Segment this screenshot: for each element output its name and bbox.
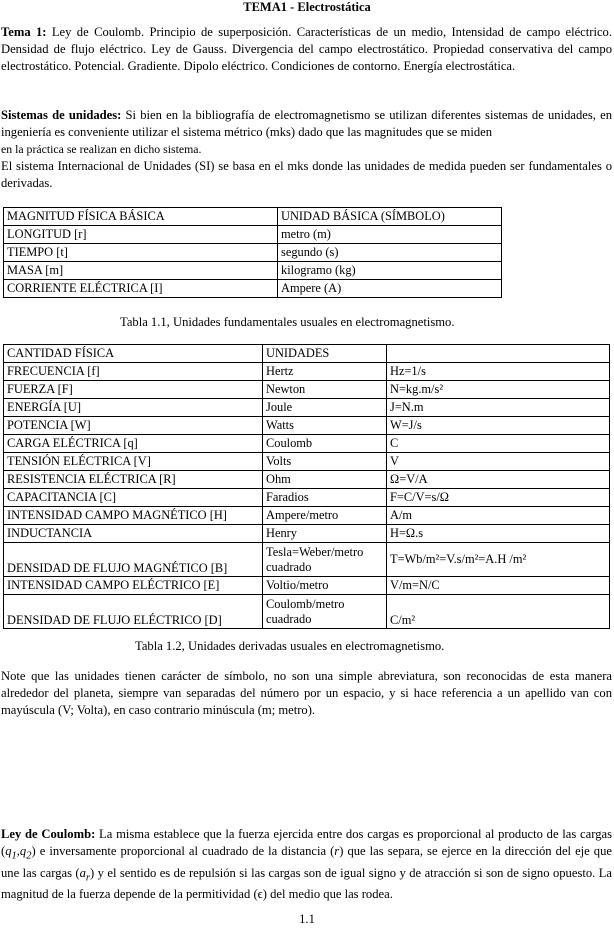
si-paragraph: El sistema Internacional de Unidades (SI) se basa en el mks donde las unidades de medida pueden ser fundamentales o derivadas. bbox=[1, 159, 612, 190]
table-cell: POTENCIA [W] bbox=[4, 417, 263, 435]
table-row bbox=[4, 471, 610, 489]
table-cell: T=Wb/m²=V.s/m²=A.H /m² bbox=[387, 543, 610, 577]
table-cell: C/m² bbox=[387, 595, 610, 629]
table-cell: CARGA ELÉCTRICA [q] bbox=[4, 435, 263, 453]
tema1-paragraph bbox=[1, 24, 612, 75]
sistemas-label: Sistemas de unidades: bbox=[1, 108, 122, 122]
q2-symbol: q bbox=[19, 844, 27, 858]
table-row bbox=[4, 595, 610, 629]
table-cell: W=J/s bbox=[387, 417, 610, 435]
table-cell: segundo (s) bbox=[278, 244, 502, 262]
table-cell: J=N.m bbox=[387, 399, 610, 417]
coulomb-text-1: La misma establece que la fuerza ejercida entre dos cargas es proporcional al producto de las cargas ( bbox=[1, 827, 612, 858]
table-row bbox=[4, 345, 610, 363]
ar-subscript: r bbox=[85, 872, 91, 884]
table-cell: Volts bbox=[263, 453, 387, 471]
table-cell: INDUCTANCIA bbox=[4, 525, 263, 543]
table-cell: TIEMPO [t] bbox=[4, 244, 278, 262]
table-cell: UNIDADES bbox=[263, 345, 387, 363]
table-row bbox=[4, 208, 502, 226]
sistemas-text-small: en la práctica se realizan en dicho sistema. bbox=[1, 142, 202, 156]
table-cell: A/m bbox=[387, 507, 610, 525]
table-cell: F=C/V=s/Ω bbox=[387, 489, 610, 507]
table-cell: RESISTENCIA ELÉCTRICA [R] bbox=[4, 471, 263, 489]
table-cell: LONGITUD [r] bbox=[4, 226, 278, 244]
table-cell: metro (m) bbox=[278, 226, 502, 244]
table-cell: CORRIENTE ELÉCTRICA [I] bbox=[4, 280, 278, 298]
table2-caption: Tabla 1.2, Unidades derivadas usuales en electromagnetismo. bbox=[135, 639, 445, 653]
table-cell: CAPACITANCIA [C] bbox=[4, 489, 263, 507]
table-cell: H=Ω.s bbox=[387, 525, 610, 543]
q1-symbol: q bbox=[5, 844, 12, 858]
table-cell: N=kg.m/s² bbox=[387, 381, 610, 399]
ar-symbol: a bbox=[79, 865, 86, 880]
table-cell: V/m=N/C bbox=[387, 577, 610, 595]
table-cell: Coulomb bbox=[263, 435, 387, 453]
r-symbol: r bbox=[334, 844, 340, 858]
table-row bbox=[4, 363, 610, 381]
coulomb-text-2: ) e inversamente proporcional al cuadrado de la distancia ( bbox=[31, 844, 335, 858]
table-row bbox=[4, 381, 610, 399]
coulomb-paragraph bbox=[1, 826, 612, 903]
table-cell: Ohm bbox=[263, 471, 387, 489]
table-row bbox=[4, 262, 502, 280]
table-cell: Hz=1/s bbox=[387, 363, 610, 381]
table-cell: MAGNITUD FÍSICA BÁSICA bbox=[4, 208, 278, 226]
table-row bbox=[4, 226, 502, 244]
table-cell: Ampere/metro bbox=[263, 507, 387, 525]
table-cell: MASA [m] bbox=[4, 262, 278, 280]
table-cell: Watts bbox=[263, 417, 387, 435]
table-cell: C bbox=[387, 435, 610, 453]
table-cell: Henry bbox=[263, 525, 387, 543]
coulomb-label: Ley de Coulomb: bbox=[1, 827, 96, 841]
table-row bbox=[4, 543, 610, 577]
table-row bbox=[4, 577, 610, 595]
table-cell: ENERGÍA [U] bbox=[4, 399, 263, 417]
table-row bbox=[4, 453, 610, 471]
page-number: 1.1 bbox=[299, 912, 315, 926]
derived-units-table bbox=[3, 344, 610, 629]
table-cell: kilogramo (kg) bbox=[278, 262, 502, 280]
table1-caption: Tabla 1.1, Unidades fundamentales usuales en electromagnetismo. bbox=[120, 315, 455, 329]
table-row bbox=[4, 417, 610, 435]
q2-subscript: 2 bbox=[26, 850, 32, 862]
table-cell bbox=[387, 345, 610, 363]
coulomb-comma: , bbox=[16, 844, 20, 858]
table-cell: Voltio/metro bbox=[263, 577, 387, 595]
table-cell: DENSIDAD DE FLUJO ELÉCTRICO [D] bbox=[4, 595, 263, 629]
table-cell: Ampere (A) bbox=[278, 280, 502, 298]
table-row bbox=[4, 525, 610, 543]
document-title: TEMA1 - Electrostática bbox=[243, 0, 371, 14]
table-cell: Joule bbox=[263, 399, 387, 417]
nota-paragraph: Note que las unidades tienen carácter de símbolo, no son una simple abreviatura, son reconocidas de esta manera alrededor del planeta, siempre van separadas del número por un espacio, y si hace referencia a un apellido van con mayúscula (V; Volta), en caso contrario minúscula (m; metro). bbox=[1, 669, 612, 717]
table-row bbox=[4, 435, 610, 453]
tema1-text: Ley de Coulomb. Principio de superposición. Características de un medio, Intensidad de campo eléctrico. Densidad de flujo eléctrico. Ley de Gauss. Divergencia del campo electrostático. Propiedad conservativa del campo electrostático. Potencial. Gradiente. Dipolo eléctrico. Condiciones de contorno. Energía electrostática. bbox=[1, 25, 612, 73]
table-cell: UNIDAD BÁSICA (SÍMBOLO) bbox=[278, 208, 502, 226]
table-cell: FUERZA [F] bbox=[4, 381, 263, 399]
table-cell: Coulomb/metro cuadrado bbox=[263, 595, 387, 629]
fundamental-units-table bbox=[3, 207, 502, 298]
table-row bbox=[4, 507, 610, 525]
tema1-label: Tema 1: bbox=[1, 25, 47, 39]
table-cell: DENSIDAD DE FLUJO MAGNÉTICO [B] bbox=[4, 543, 263, 577]
table-row bbox=[4, 489, 610, 507]
table-cell: FRECUENCIA [f] bbox=[4, 363, 263, 381]
table-row bbox=[4, 244, 502, 262]
table-cell: Newton bbox=[263, 381, 387, 399]
table-cell: Ω=V/A bbox=[387, 471, 610, 489]
table-row bbox=[4, 399, 610, 417]
table-cell: INTENSIDAD CAMPO MAGNÉTICO [H] bbox=[4, 507, 263, 525]
sistemas-text: Si bien en la bibliografía de electromagnetismo se utilizan diferentes sistemas de unidades, en ingeniería es conveniente utilizar el sistema métrico (mks) dado que las magnitudes que se miden bbox=[1, 108, 612, 139]
q1-subscript: 1 bbox=[11, 850, 17, 862]
table-row bbox=[4, 280, 502, 298]
table-cell: V bbox=[387, 453, 610, 471]
table-cell: Faradios bbox=[263, 489, 387, 507]
coulomb-text-4: ) y el sentido es de repulsión si las cargas son de igual signo y de atracción si son de signo opuesto. La magnitud de la fuerza depende de la permitividad (ϵ) del medio que las rodea. bbox=[1, 865, 613, 902]
sistemas-paragraph bbox=[1, 107, 612, 158]
table-cell: CANTIDAD FÍSICA bbox=[4, 345, 263, 363]
table-cell: INTENSIDAD CAMPO ELÉCTRICO [E] bbox=[4, 577, 263, 595]
coulomb-text-3: ) que las separa, se ejerce en la dirección del eje que une las cargas ( bbox=[1, 844, 612, 880]
table-cell: TENSIÓN ELÉCTRICA [V] bbox=[4, 453, 263, 471]
table-cell: Tesla=Weber/metro cuadrado bbox=[263, 543, 387, 577]
table-cell: Hertz bbox=[263, 363, 387, 381]
